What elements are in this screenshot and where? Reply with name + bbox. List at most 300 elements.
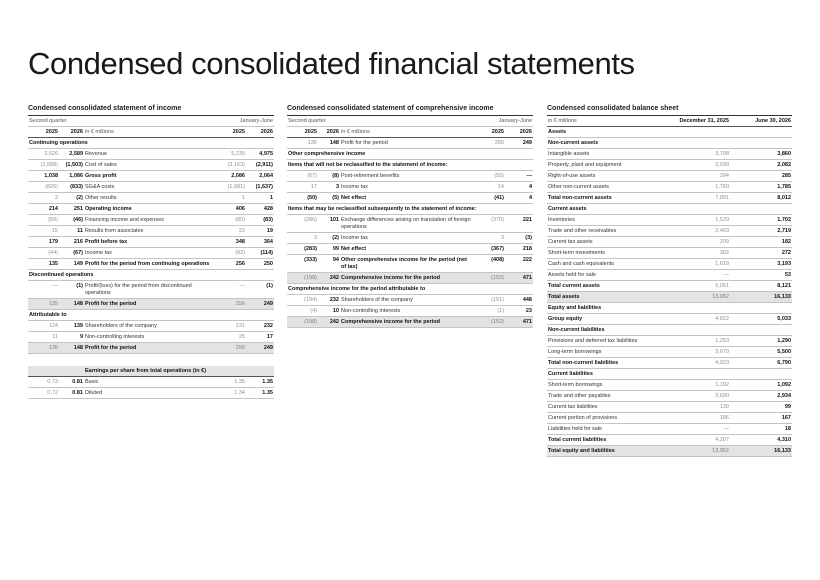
table-row (547, 413, 792, 424)
col-q-curr: 2026 (318, 127, 340, 138)
row-label: Cost of sales (84, 160, 213, 171)
table-row (547, 391, 792, 402)
q-prev-cell: (50) (28, 215, 59, 226)
q-curr-cell: 2,589 (59, 149, 84, 160)
prev-cell: 2,403 (656, 226, 730, 237)
h-prev-cell: 3 (472, 233, 505, 244)
curr-cell: 2,719 (730, 226, 792, 237)
prev-cell: 13,952 (656, 292, 730, 303)
h-curr-cell: 17 (246, 332, 274, 343)
row-label: Trade and other receivables (547, 226, 656, 237)
row-label: Basic (84, 377, 213, 388)
table-row (287, 273, 533, 284)
q-curr-cell: 101 (318, 215, 340, 233)
q-curr-cell: (46) (59, 215, 84, 226)
table-row (28, 182, 274, 193)
row-label: Other comprehensive income for the period (net of tax) (340, 255, 472, 273)
period-right-label: January-June (472, 116, 533, 127)
curr-cell: 1,092 (730, 380, 792, 391)
h-curr-cell: 4,975 (246, 149, 274, 160)
table-row (547, 149, 792, 160)
h-curr-cell: 19 (246, 226, 274, 237)
table-row (547, 226, 792, 237)
row-label: Post-retirement benefits (340, 171, 472, 182)
table-row (28, 343, 274, 354)
h-prev-cell: 256 (472, 138, 505, 149)
row-label: Results from associates (84, 226, 213, 237)
table-row (28, 160, 274, 171)
table-row (28, 377, 274, 388)
h-curr-cell: 1.35 (246, 388, 274, 399)
h-curr-cell: (3) (505, 233, 533, 244)
row-label: Net effect (340, 193, 472, 204)
table-row (28, 193, 274, 204)
row-label: Non-controlling interests (84, 332, 213, 343)
h-prev-cell: (152) (472, 317, 505, 328)
table-row (547, 435, 792, 446)
period-left-label: Second quarter (28, 116, 213, 127)
section-label: Attributable to (28, 310, 274, 321)
h-prev-cell: (3,153) (213, 160, 246, 171)
prev-cell: 3,798 (656, 149, 730, 160)
q-prev-cell: 214 (28, 204, 59, 215)
q-curr-cell: 1,086 (59, 171, 84, 182)
prev-cell: 4,923 (656, 358, 730, 369)
section-heading (547, 325, 792, 336)
curr-cell: 167 (730, 413, 792, 424)
row-label: Financing income and expenses (84, 215, 213, 226)
table-row (28, 248, 274, 259)
row-label: Other non-current assets (547, 182, 656, 193)
prev-cell: 7,891 (656, 193, 730, 204)
row-label: Cash and cash equivalents (547, 259, 656, 270)
row-label: Short-term investments (547, 248, 656, 259)
row-label: Property, plant and equipment (547, 160, 656, 171)
section-label: Current assets (547, 204, 792, 215)
section-heading (28, 310, 274, 321)
table-row (287, 193, 533, 204)
curr-cell: 18 (730, 424, 792, 435)
col-prev-date: December 31, 2025 (656, 116, 730, 127)
table-row (28, 226, 274, 237)
h-prev-cell: (92) (213, 248, 246, 259)
h-prev-cell: (152) (472, 273, 505, 284)
table-row (547, 193, 792, 204)
table-row (28, 259, 274, 270)
prev-cell: 186 (656, 413, 730, 424)
h-prev-cell: 1.35 (213, 377, 246, 388)
curr-cell: 2,934 (730, 391, 792, 402)
q-curr-cell: 149 (59, 259, 84, 270)
q-curr-cell: 99 (318, 244, 340, 255)
h-curr-cell: 232 (246, 321, 274, 332)
row-label: Income tax (340, 233, 472, 244)
curr-cell: 1,290 (730, 336, 792, 347)
q-curr-cell: 251 (59, 204, 84, 215)
row-label: SG&A costs (84, 182, 213, 193)
q-prev-cell: — (28, 281, 59, 299)
q-curr-cell: (8) (318, 171, 340, 182)
row-label: Current tax liabilities (547, 402, 656, 413)
h-curr-cell: (2,911) (246, 160, 274, 171)
prev-cell: 1,253 (656, 336, 730, 347)
section-heading (547, 127, 792, 138)
table-row (547, 248, 792, 259)
h-curr-cell: 249 (246, 299, 274, 310)
h-prev-cell: 14 (472, 182, 505, 193)
h-prev-cell: (1,681) (213, 182, 246, 193)
table-row (547, 402, 792, 413)
column-header-row (547, 116, 792, 127)
table-row (287, 233, 533, 244)
table-row (287, 171, 533, 182)
table-row (287, 317, 533, 328)
q-curr-cell: (5) (318, 193, 340, 204)
h-curr-cell: 471 (505, 273, 533, 284)
col-unit: in € millions (84, 127, 213, 138)
h-curr-cell: 471 (505, 317, 533, 328)
curr-cell: 182 (730, 237, 792, 248)
row-label: Exchange differences arising on translation of foreign operations (340, 215, 472, 233)
h-prev-cell: 25 (213, 332, 246, 343)
q-curr-cell: (833) (59, 182, 84, 193)
row-label: Operating income (84, 204, 213, 215)
q-prev-cell: 15 (28, 226, 59, 237)
row-label: Intangible assets (547, 149, 656, 160)
q-prev-cell: 17 (287, 182, 318, 193)
table-row (28, 149, 274, 160)
table-row (547, 380, 792, 391)
table-row (547, 347, 792, 358)
h-prev-cell: 256 (213, 299, 246, 310)
section-label: Non-current assets (547, 138, 792, 149)
col-unit: in € millions (547, 116, 656, 127)
prev-cell: 1,529 (656, 215, 730, 226)
q-curr-cell: 242 (318, 317, 340, 328)
income-statement-table (28, 116, 274, 354)
h-curr-cell: 249 (246, 343, 274, 354)
row-label: Gross profit (84, 171, 213, 182)
q-prev-cell: 135 (28, 259, 59, 270)
q-prev-cell: 2,626 (28, 149, 59, 160)
prev-cell: 302 (656, 248, 730, 259)
table-row (547, 270, 792, 281)
table-row (28, 332, 274, 343)
q-prev-cell: 124 (28, 321, 59, 332)
q-curr-cell: 0.81 (59, 377, 84, 388)
col-h-prev: 2025 (472, 127, 505, 138)
section-label: Items that may be reclassified subsequently to the statement of income: (287, 204, 533, 215)
eps-header-spacer (59, 366, 84, 377)
h-curr-cell: 364 (246, 237, 274, 248)
h-curr-cell: 448 (505, 295, 533, 306)
row-label: Income tax (84, 248, 213, 259)
row-label: Total current assets (547, 281, 656, 292)
q-curr-cell: 148 (59, 343, 84, 354)
q-prev-cell: (1,588) (28, 160, 59, 171)
period-right-label: January-June (213, 116, 274, 127)
h-prev-cell: 22 (213, 226, 246, 237)
table-row (547, 446, 792, 457)
column-header-row (287, 127, 533, 138)
h-prev-cell: 256 (213, 259, 246, 270)
table-row (28, 204, 274, 215)
h-prev-cell: 231 (213, 321, 246, 332)
row-label: Revenue (84, 149, 213, 160)
prev-cell: — (656, 424, 730, 435)
h-prev-cell: 2,086 (213, 171, 246, 182)
q-prev-cell: (826) (28, 182, 59, 193)
section-label: Comprehensive income for the period attributable to (287, 284, 533, 295)
eps-header-spacer (28, 366, 59, 377)
income-statement-panel (28, 104, 274, 399)
col-q-curr: 2026 (59, 127, 84, 138)
prev-cell: 139 (656, 402, 730, 413)
table-row (28, 388, 274, 399)
table-row (28, 299, 274, 310)
curr-cell: 4,310 (730, 435, 792, 446)
q-prev-cell: (333) (287, 255, 318, 273)
q-curr-cell: 3 (318, 182, 340, 193)
curr-cell: 3,193 (730, 259, 792, 270)
table-row (287, 295, 533, 306)
col-q-prev: 2025 (287, 127, 318, 138)
q-prev-cell: (4) (287, 306, 318, 317)
section-heading (287, 204, 533, 215)
row-label: Assets held for sale (547, 270, 656, 281)
table-row (547, 314, 792, 325)
row-label: Current tax assets (547, 237, 656, 248)
table-row (547, 358, 792, 369)
table-row (287, 244, 533, 255)
row-label: Non-controlling interests (340, 306, 472, 317)
q-curr-cell: 139 (59, 321, 84, 332)
h-prev-cell: — (213, 281, 246, 299)
col-curr-date: June 30, 2026 (730, 116, 792, 127)
table-row (547, 182, 792, 193)
h-curr-cell: (83) (246, 215, 274, 226)
table-row (28, 171, 274, 182)
h-prev-cell: (151) (472, 295, 505, 306)
q-curr-cell: (2) (59, 193, 84, 204)
row-label: Diluted (84, 388, 213, 399)
q-prev-cell: 3 (287, 233, 318, 244)
section-heading (28, 138, 274, 149)
h-prev-cell: (41) (472, 193, 505, 204)
table-row (28, 215, 274, 226)
prev-cell: 3,670 (656, 347, 730, 358)
section-label: Non-current liabilities (547, 325, 792, 336)
q-prev-cell: 2 (28, 193, 59, 204)
row-label: Profit/(loss) for the period from discontinued operations (84, 281, 213, 299)
row-label: Short-term borrowings (547, 380, 656, 391)
comprehensive-income-panel (287, 104, 533, 328)
row-label: Profit for the period (340, 138, 472, 149)
h-curr-cell: 221 (505, 215, 533, 233)
row-label: Inventories (547, 215, 656, 226)
curr-cell: 16,133 (730, 292, 792, 303)
q-prev-cell: (286) (287, 215, 318, 233)
row-label: Comprehensive income for the period (340, 273, 472, 284)
h-prev-cell: (370) (472, 215, 505, 233)
row-label: Liabilities held for sale (547, 424, 656, 435)
col-h-curr: 2026 (246, 127, 274, 138)
curr-cell: 53 (730, 270, 792, 281)
q-prev-cell: 135 (28, 343, 59, 354)
q-prev-cell: (198) (287, 317, 318, 328)
section-label: Items that will not be reclassified to the statement of income: (287, 160, 533, 171)
q-curr-cell: (1) (59, 281, 84, 299)
h-curr-cell: (1) (246, 281, 274, 299)
q-curr-cell: 94 (318, 255, 340, 273)
comprehensive-income-table (287, 116, 533, 328)
h-curr-cell: (1,637) (246, 182, 274, 193)
q-curr-cell: 148 (318, 138, 340, 149)
table-row (287, 255, 533, 273)
table-row (547, 336, 792, 347)
eps-header-label: Earnings per share from total operations (in €) (84, 366, 274, 377)
balance-sheet-panel (547, 104, 792, 457)
section-heading (287, 160, 533, 171)
q-prev-cell: (67) (287, 171, 318, 182)
curr-cell: 1,702 (730, 215, 792, 226)
curr-cell: 6,790 (730, 358, 792, 369)
eps-table (28, 366, 274, 399)
q-prev-cell: (194) (287, 295, 318, 306)
q-prev-cell: 135 (287, 138, 318, 149)
h-curr-cell: — (505, 171, 533, 182)
q-curr-cell: 11 (59, 226, 84, 237)
table-row (28, 321, 274, 332)
h-prev-cell: 256 (213, 343, 246, 354)
h-prev-cell: (408) (472, 255, 505, 273)
h-prev-cell: (367) (472, 244, 505, 255)
prev-cell: 2,690 (656, 391, 730, 402)
section-heading (547, 303, 792, 314)
section-heading (287, 284, 533, 295)
q-curr-cell: 9 (59, 332, 84, 343)
q-curr-cell: 0.81 (59, 388, 84, 399)
h-curr-cell: 250 (246, 259, 274, 270)
comprehensive-income-title: Condensed consolidated statement of comprehensive income (287, 104, 533, 116)
curr-cell: 16,133 (730, 446, 792, 457)
table-row (547, 259, 792, 270)
prev-cell: 1,618 (656, 259, 730, 270)
col-unit: in € millions (340, 127, 472, 138)
row-label: Provisions and deferred tax liabilities (547, 336, 656, 347)
table-row (547, 281, 792, 292)
section-heading (547, 369, 792, 380)
prev-cell: 4,822 (656, 314, 730, 325)
section-heading (287, 149, 533, 160)
row-label: Shareholders of the company (84, 321, 213, 332)
curr-cell: 2,082 (730, 160, 792, 171)
q-prev-cell: 0.73 (28, 377, 59, 388)
prev-cell: 294 (656, 171, 730, 182)
q-prev-cell: (44) (28, 248, 59, 259)
table-row (547, 237, 792, 248)
table-row (547, 171, 792, 182)
q-curr-cell: (2) (318, 233, 340, 244)
h-prev-cell: (80) (213, 215, 246, 226)
row-label: Profit for the period (84, 299, 213, 310)
q-prev-cell: 11 (28, 332, 59, 343)
table-row (287, 182, 533, 193)
table-row (287, 138, 533, 149)
income-statement-title: Condensed consolidated statement of income (28, 104, 274, 116)
curr-cell: 8,012 (730, 193, 792, 204)
prev-cell: 1,192 (656, 380, 730, 391)
row-label: Total non-current liabilities (547, 358, 656, 369)
prev-cell: 2,039 (656, 160, 730, 171)
h-curr-cell: 4 (505, 193, 533, 204)
q-prev-cell: 135 (28, 299, 59, 310)
row-label: Comprehensive income for the period (340, 317, 472, 328)
row-label: Group equity (547, 314, 656, 325)
row-label: Right-of-use assets (547, 171, 656, 182)
table-row (547, 424, 792, 435)
curr-cell: 1,785 (730, 182, 792, 193)
row-label: Total assets (547, 292, 656, 303)
row-label: Other results (84, 193, 213, 204)
h-curr-cell: 249 (505, 138, 533, 149)
curr-cell: 272 (730, 248, 792, 259)
col-h-prev: 2025 (213, 127, 246, 138)
q-prev-cell: (198) (287, 273, 318, 284)
h-prev-cell: 1 (213, 193, 246, 204)
h-prev-cell: 1.34 (213, 388, 246, 399)
row-label: Income tax (340, 182, 472, 193)
h-prev-cell: 348 (213, 237, 246, 248)
h-curr-cell: 222 (505, 255, 533, 273)
col-q-prev: 2025 (28, 127, 59, 138)
prev-cell: — (656, 270, 730, 281)
section-label: Discontinued operations (28, 270, 274, 281)
h-curr-cell: 1.35 (246, 377, 274, 388)
section-label: Equity and liabilities (547, 303, 792, 314)
h-curr-cell: 2,064 (246, 171, 274, 182)
prev-cell: 4,207 (656, 435, 730, 446)
row-label: Total equity and liabilities (547, 446, 656, 457)
prev-cell: 6,061 (656, 281, 730, 292)
section-heading (547, 204, 792, 215)
q-curr-cell: (67) (59, 248, 84, 259)
h-prev-cell: 406 (213, 204, 246, 215)
q-curr-cell: 148 (59, 299, 84, 310)
curr-cell: 5,033 (730, 314, 792, 325)
prev-cell: 209 (656, 237, 730, 248)
h-prev-cell: 5,239 (213, 149, 246, 160)
table-row (287, 306, 533, 317)
period-left-label: Second quarter (287, 116, 472, 127)
section-heading (547, 138, 792, 149)
h-curr-cell: 23 (505, 306, 533, 317)
page-title: Condensed consolidated financial statements (28, 46, 635, 81)
section-label: Continuing operations (28, 138, 274, 149)
q-prev-cell: (50) (287, 193, 318, 204)
row-label: Shareholders of the company (340, 295, 472, 306)
row-label: Profit before tax (84, 237, 213, 248)
period-header-row (287, 116, 533, 127)
table-row (28, 281, 274, 299)
section-heading (28, 270, 274, 281)
row-label: Profit for the period (84, 343, 213, 354)
section-label: Current liabilities (547, 369, 792, 380)
h-curr-cell: 218 (505, 244, 533, 255)
q-curr-cell: 10 (318, 306, 340, 317)
table-row (547, 292, 792, 303)
table-row (28, 237, 274, 248)
